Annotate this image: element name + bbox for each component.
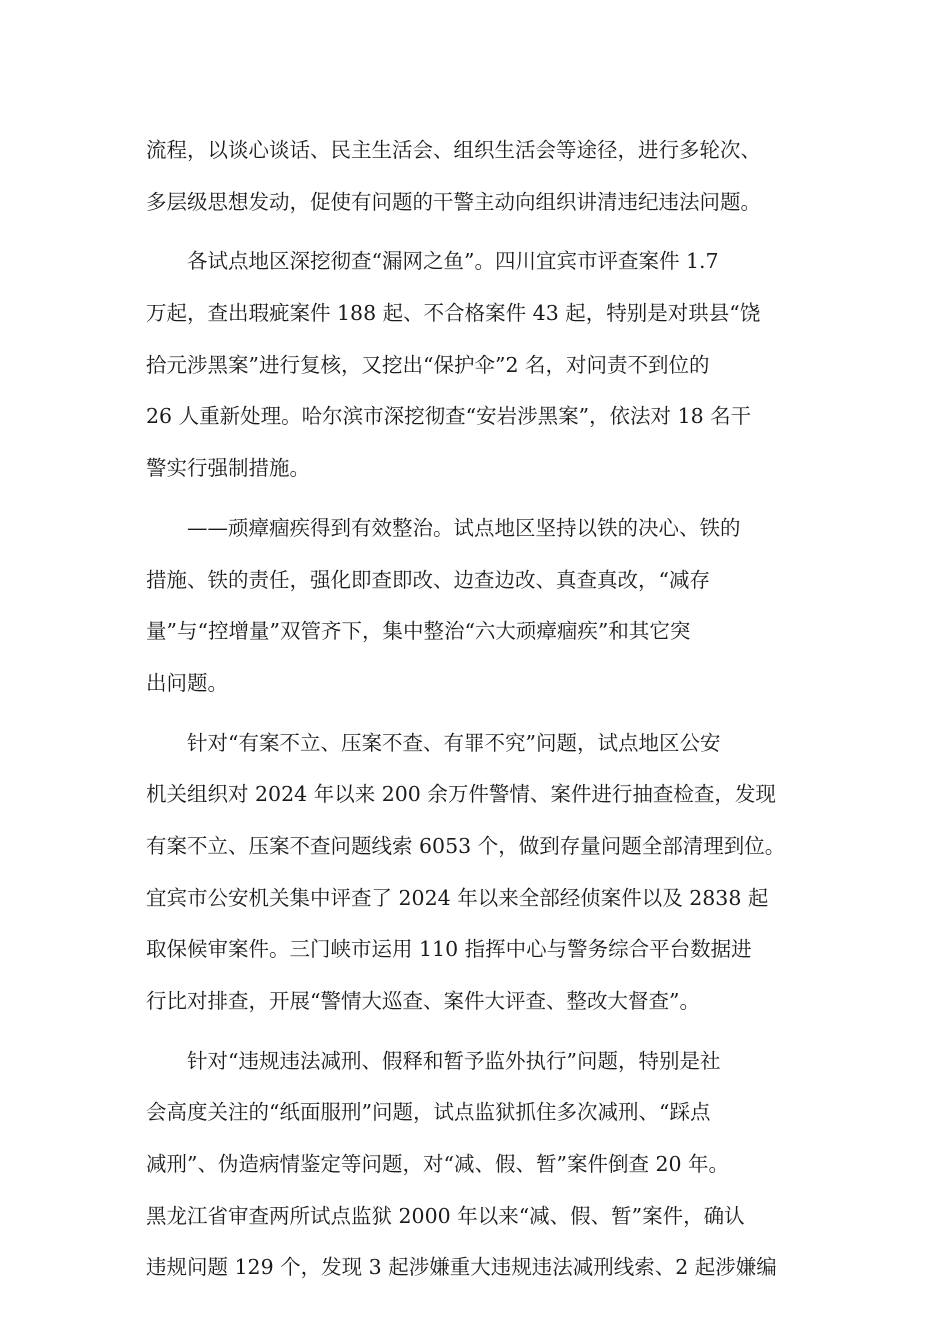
text-line: 流程，以谈心谈话、民主生活会、组织生活会等途径，进行多轮次、: [146, 138, 761, 162]
text-line: 多层级思想发动，促使有问题的干警主动向组织讲清违纪违法问题。: [146, 189, 761, 214]
text-line: 黑龙江省审查两所试点监狱 2000 年以来“减、假、暂”案件，确认: [146, 1203, 745, 1228]
text-line: 有案不立、压案不查问题线索 6053 个，做到存量问题全部清理到位。: [146, 833, 786, 858]
text-line: 减刑”、伪造病情鉴定等问题，对“减、假、暂”案件倒查 20 年。: [146, 1152, 730, 1177]
text-line: 拾元涉黑案”进行复核，又挖出“保护伞”2 名，对问责不到位的: [146, 352, 710, 377]
text-line: 行比对排查，开展“警情大巡查、案件大评查、整改大督查”。: [146, 989, 700, 1013]
text-line: 取保候审案件。三门峡市运用 110 指挥中心与警务综合平台数据进: [146, 937, 752, 962]
paragraph-start-line: 针对“违规违法减刑、假释和暂予监外执行”问题，特别是社: [187, 1048, 721, 1073]
text-line: 出问题。: [146, 670, 228, 695]
text-line: 宜宾市公安机关集中评查了 2024 年以来全部经侦案件以及 2838 起: [146, 885, 769, 910]
text-line: 机关组织对 2024 年以来 200 余万件警情、案件进行抽查检查，发现: [146, 782, 776, 807]
text-line: 措施、铁的责任，强化即查即改、边查边改、真查真改，“减存: [146, 567, 710, 592]
text-line: 违规问题 129 个，发现 3 起涉嫌重大违规违法减刑线索、2 起涉嫌编: [146, 1255, 777, 1280]
text-line: 26 人重新处理。哈尔滨市深挖彻查“安岩涉黑案”，依法对 18 名干: [146, 404, 752, 429]
paragraph-start-line: ——顽瘴痼疾得到有效整治。试点地区坚持以铁的决心、铁的: [187, 515, 741, 540]
text-line: 警实行强制措施。: [146, 456, 310, 481]
text-line: 量”与“控增量”双管齐下，集中整治“六大顽瘴痼疾”和其它突: [146, 619, 691, 644]
text-line: 会高度关注的“纸面服刑”问题，试点监狱抓住多次减刑、“踩点: [146, 1100, 711, 1125]
paragraph-start-line: 针对“有案不立、压案不查、有罪不究”问题，试点地区公安: [187, 730, 721, 755]
paragraph-start-line: 各试点地区深挖彻查“漏网之鱼”。四川宜宾市评查案件 1.7: [187, 249, 719, 274]
text-line: 万起，查出瑕疵案件 188 起、不合格案件 43 起，特别是对珙县“饶: [146, 301, 761, 326]
document-body: [146, 125, 810, 1294]
